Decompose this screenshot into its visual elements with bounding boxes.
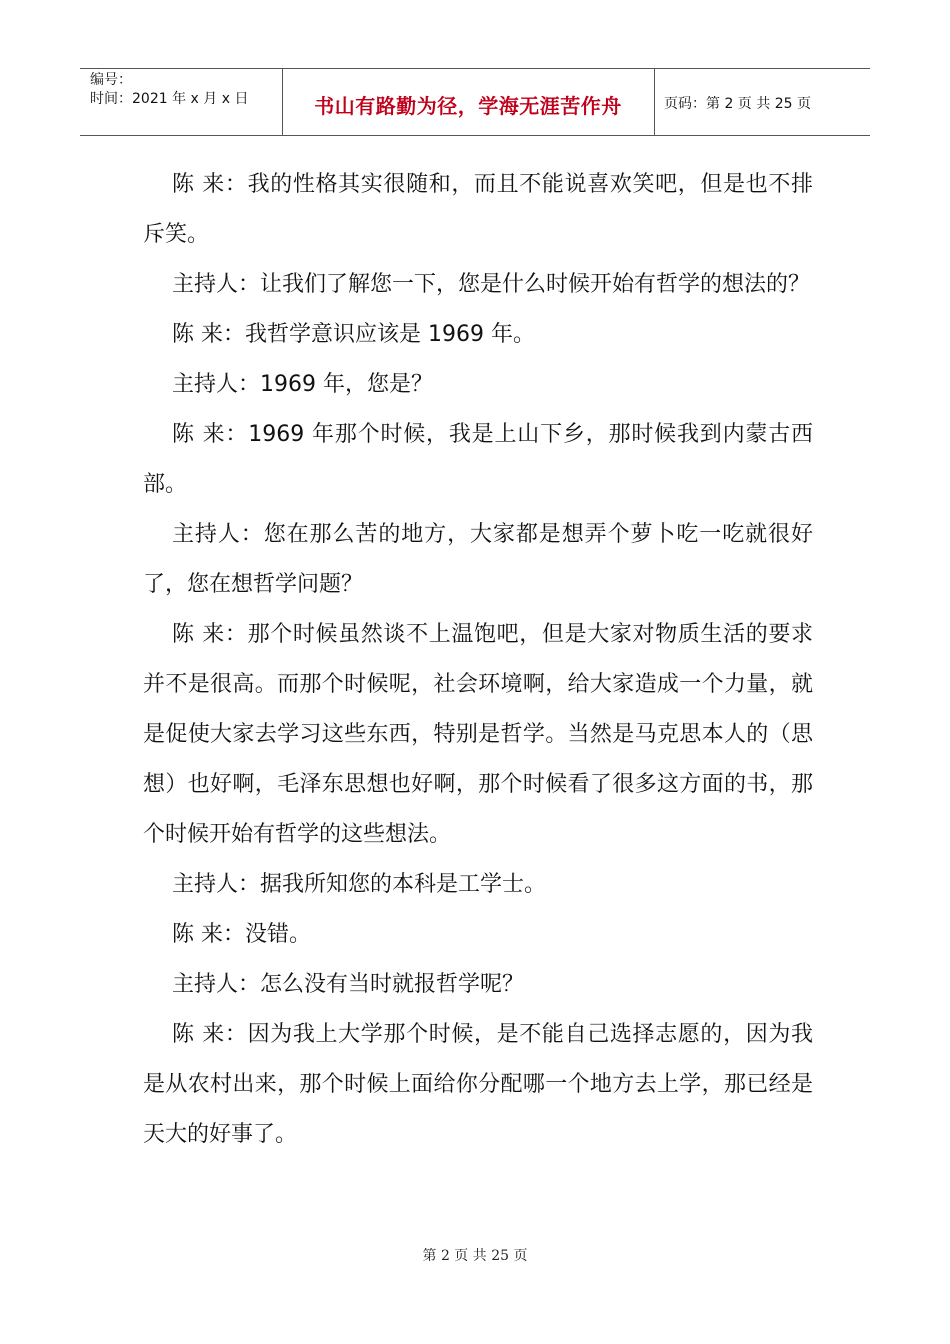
paragraph: 陈 来：我的性格其实很随和，而且不能说喜欢笑吧，但是也不排斥笑。: [143, 172, 813, 247]
header-motto: 书山有路勤为径，学海无涯苦作舟: [314, 94, 622, 118]
paragraph: 主持人：您在那么苦的地方，大家都是想弄个萝卜吃一吃就很好了，您在想哲学问题？: [143, 522, 813, 597]
header-meta: [90, 71, 248, 109]
paragraph: 陈 来：没错。: [172, 922, 311, 947]
header-bottom-rule: [80, 135, 870, 136]
header-top-rule: [80, 68, 870, 69]
header-page-info: 页码：第 2 页 共 25 页: [664, 96, 811, 112]
paragraph: 陈 来：1969 年那个时候，我是上山下乡，那时候我到内蒙古西部。: [143, 422, 813, 497]
paragraph: 主持人：据我所知您的本科是工学士。: [172, 872, 547, 897]
header-time-label: 时间：2021 年 x 月 x 日: [90, 91, 249, 107]
paragraph: 主持人：让我们了解您一下，您是什么时候开始有哲学的想法的？: [172, 272, 811, 297]
page-footer: 第 2 页 共 25 页: [422, 1248, 528, 1264]
header-number-label: 编号：: [90, 72, 132, 88]
paragraph: 主持人：怎么没有当时就报哲学呢？: [172, 972, 525, 997]
paragraph: 主持人：1969 年，您是？: [172, 372, 433, 397]
paragraph: 陈 来：那个时候虽然谈不上温饱吧，但是大家对物质生活的要求并不是很高。而那个时候呢，社会环境啊，给大家造成一个力量，就是促使大家去学习这些东西，特别是哲学。当然是马克思本人的（思想）也好啊，毛泽东思想也好啊，那个时候看了很多这方面的书，那个时候开始有哲学的这些想法。: [143, 622, 813, 847]
document-body: [143, 160, 813, 1160]
paragraph: 陈 来：我哲学意识应该是 1969 年。: [172, 322, 535, 347]
paragraph: 陈 来：因为我上大学那个时候，是不能自己选择志愿的，因为我是从农村出来，那个时候上面给你分配哪一个地方去上学，那已经是天大的好事了。: [143, 1022, 813, 1147]
header-divider-right: [654, 68, 655, 136]
